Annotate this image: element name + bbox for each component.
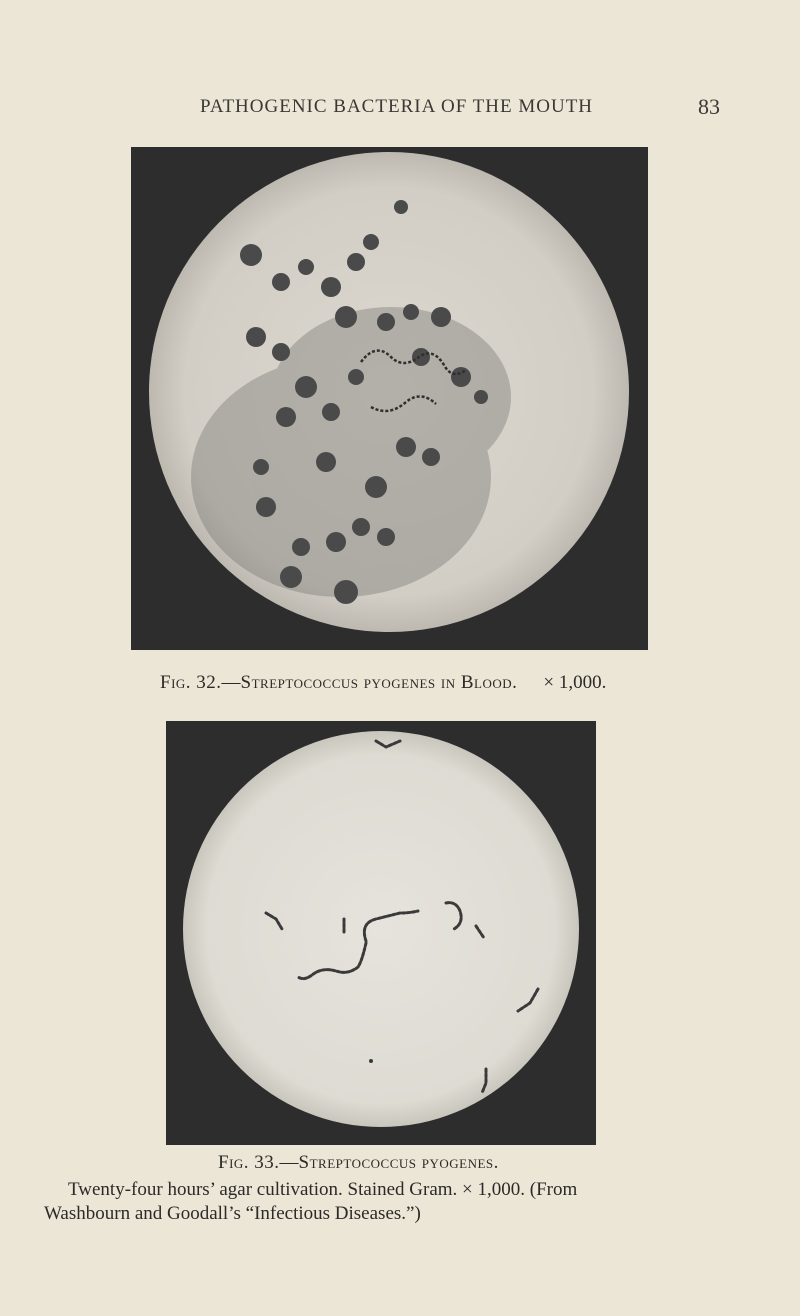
figure-32-label: Fig. 32. — [160, 672, 222, 693]
figure-33-caption: Fig. 33.—Streptococcus pyogenes. — [218, 1152, 499, 1173]
figure-32-magnification: × 1,000. — [543, 672, 607, 693]
figure-32-micrograph — [131, 147, 648, 650]
figure-33-micrograph — [166, 721, 596, 1145]
micrograph-agar-culture — [166, 721, 596, 1145]
micrograph-blood-smear — [131, 147, 648, 650]
description-line-2: Washbourn and Goodall’s “Infectious Diseases.”) — [44, 1203, 421, 1224]
description-line-1: Twenty-four hours’ agar cultivation. Stained Gram. × 1,000. (From — [68, 1179, 578, 1200]
microscope-field — [183, 731, 579, 1127]
figure-33-description — [44, 1178, 764, 1226]
running-head: PATHOGENIC BACTERIA OF THE MOUTH — [200, 96, 594, 117]
figure-32-caption: Fig. 32.—Streptococcus pyogenes in Blood. × 1,000. — [160, 672, 607, 693]
figure-32-title: Streptococcus pyogenes in Blood. — [240, 672, 518, 693]
page-number: 83 — [698, 94, 720, 119]
figure-33-label: Fig. 33. — [218, 1152, 280, 1173]
figure-33-title: Streptococcus pyogenes. — [298, 1152, 499, 1173]
